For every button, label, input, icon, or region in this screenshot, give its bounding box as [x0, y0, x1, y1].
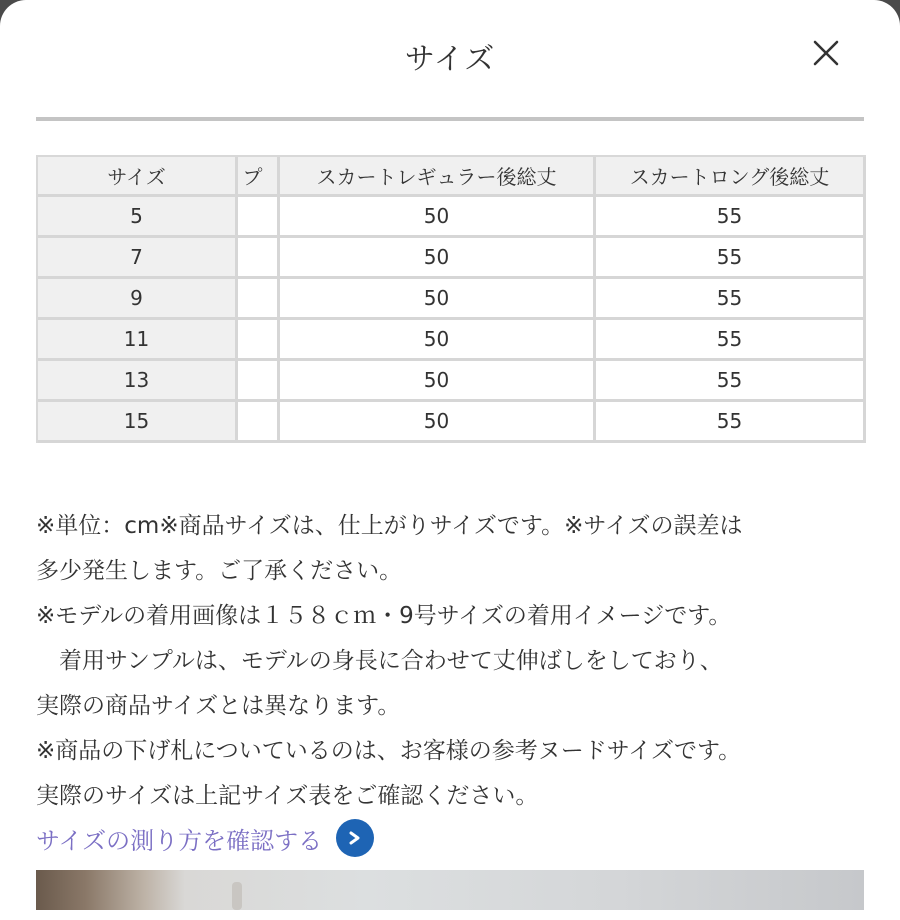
how-to-measure-link[interactable] — [36, 819, 374, 857]
modal-title: サイズ — [404, 42, 496, 77]
long-length-cell: 55 — [596, 238, 866, 279]
title-divider — [36, 117, 864, 121]
regular-length-cell: 50 — [280, 197, 596, 238]
regular-length-cell: 50 — [280, 238, 596, 279]
blank-cell — [238, 361, 280, 402]
blank-cell — [238, 279, 280, 320]
model-photo — [36, 870, 864, 910]
close-icon — [806, 34, 846, 74]
note-line: ※単位：cm※商品サイズは、仕上がりサイズです。※サイズの誤差は — [36, 513, 743, 539]
table-row — [38, 197, 866, 238]
note-line: ※モデルの着用画像は１５８ｃｍ・9号サイズの着用イメージです。 — [36, 603, 732, 629]
table-row — [38, 402, 866, 443]
size-table — [36, 155, 866, 443]
note-line: 多少発生します。ご了承ください。 — [36, 558, 403, 584]
header-truncated: プ — [238, 157, 280, 197]
header-size: サイズ — [38, 157, 238, 197]
long-length-cell: 55 — [596, 197, 866, 238]
note-line: 着用サンプルは、モデルの身長に合わせて丈伸ばしをしており、 — [36, 648, 723, 674]
table-row — [38, 238, 866, 279]
regular-length-cell: 50 — [280, 402, 596, 443]
size-cell: 11 — [38, 320, 238, 361]
close-button[interactable] — [806, 34, 846, 74]
chevron-right-circle-icon[interactable] — [336, 819, 374, 857]
note-line: 実際の商品サイズとは異なります。 — [36, 693, 401, 719]
photo-detail — [232, 882, 242, 910]
header-skirt-long: スカートロング後総丈 — [596, 157, 866, 197]
table-header-row — [38, 157, 866, 197]
long-length-cell: 55 — [596, 402, 866, 443]
header-skirt-regular: スカートレギュラー後総丈 — [280, 157, 596, 197]
size-cell: 7 — [38, 238, 238, 279]
table-row — [38, 320, 866, 361]
blank-cell — [238, 197, 280, 238]
table-row — [38, 361, 866, 402]
note-line: 実際のサイズは上記サイズ表をご確認ください。 — [36, 783, 539, 809]
size-cell: 9 — [38, 279, 238, 320]
long-length-cell: 55 — [596, 361, 866, 402]
chevron-right-icon — [347, 830, 363, 846]
size-notes — [36, 504, 876, 819]
note-line: ※商品の下げ札についているのは、お客様の参考ヌードサイズです。 — [36, 738, 742, 764]
size-cell: 15 — [38, 402, 238, 443]
table-row — [38, 279, 866, 320]
size-cell: 5 — [38, 197, 238, 238]
blank-cell — [238, 320, 280, 361]
size-cell: 13 — [38, 361, 238, 402]
long-length-cell: 55 — [596, 279, 866, 320]
blank-cell — [238, 402, 280, 443]
regular-length-cell: 50 — [280, 361, 596, 402]
how-to-measure-label: サイズの測り方を確認する — [36, 826, 323, 855]
regular-length-cell: 50 — [280, 320, 596, 361]
long-length-cell: 55 — [596, 320, 866, 361]
blank-cell — [238, 238, 280, 279]
regular-length-cell: 50 — [280, 279, 596, 320]
